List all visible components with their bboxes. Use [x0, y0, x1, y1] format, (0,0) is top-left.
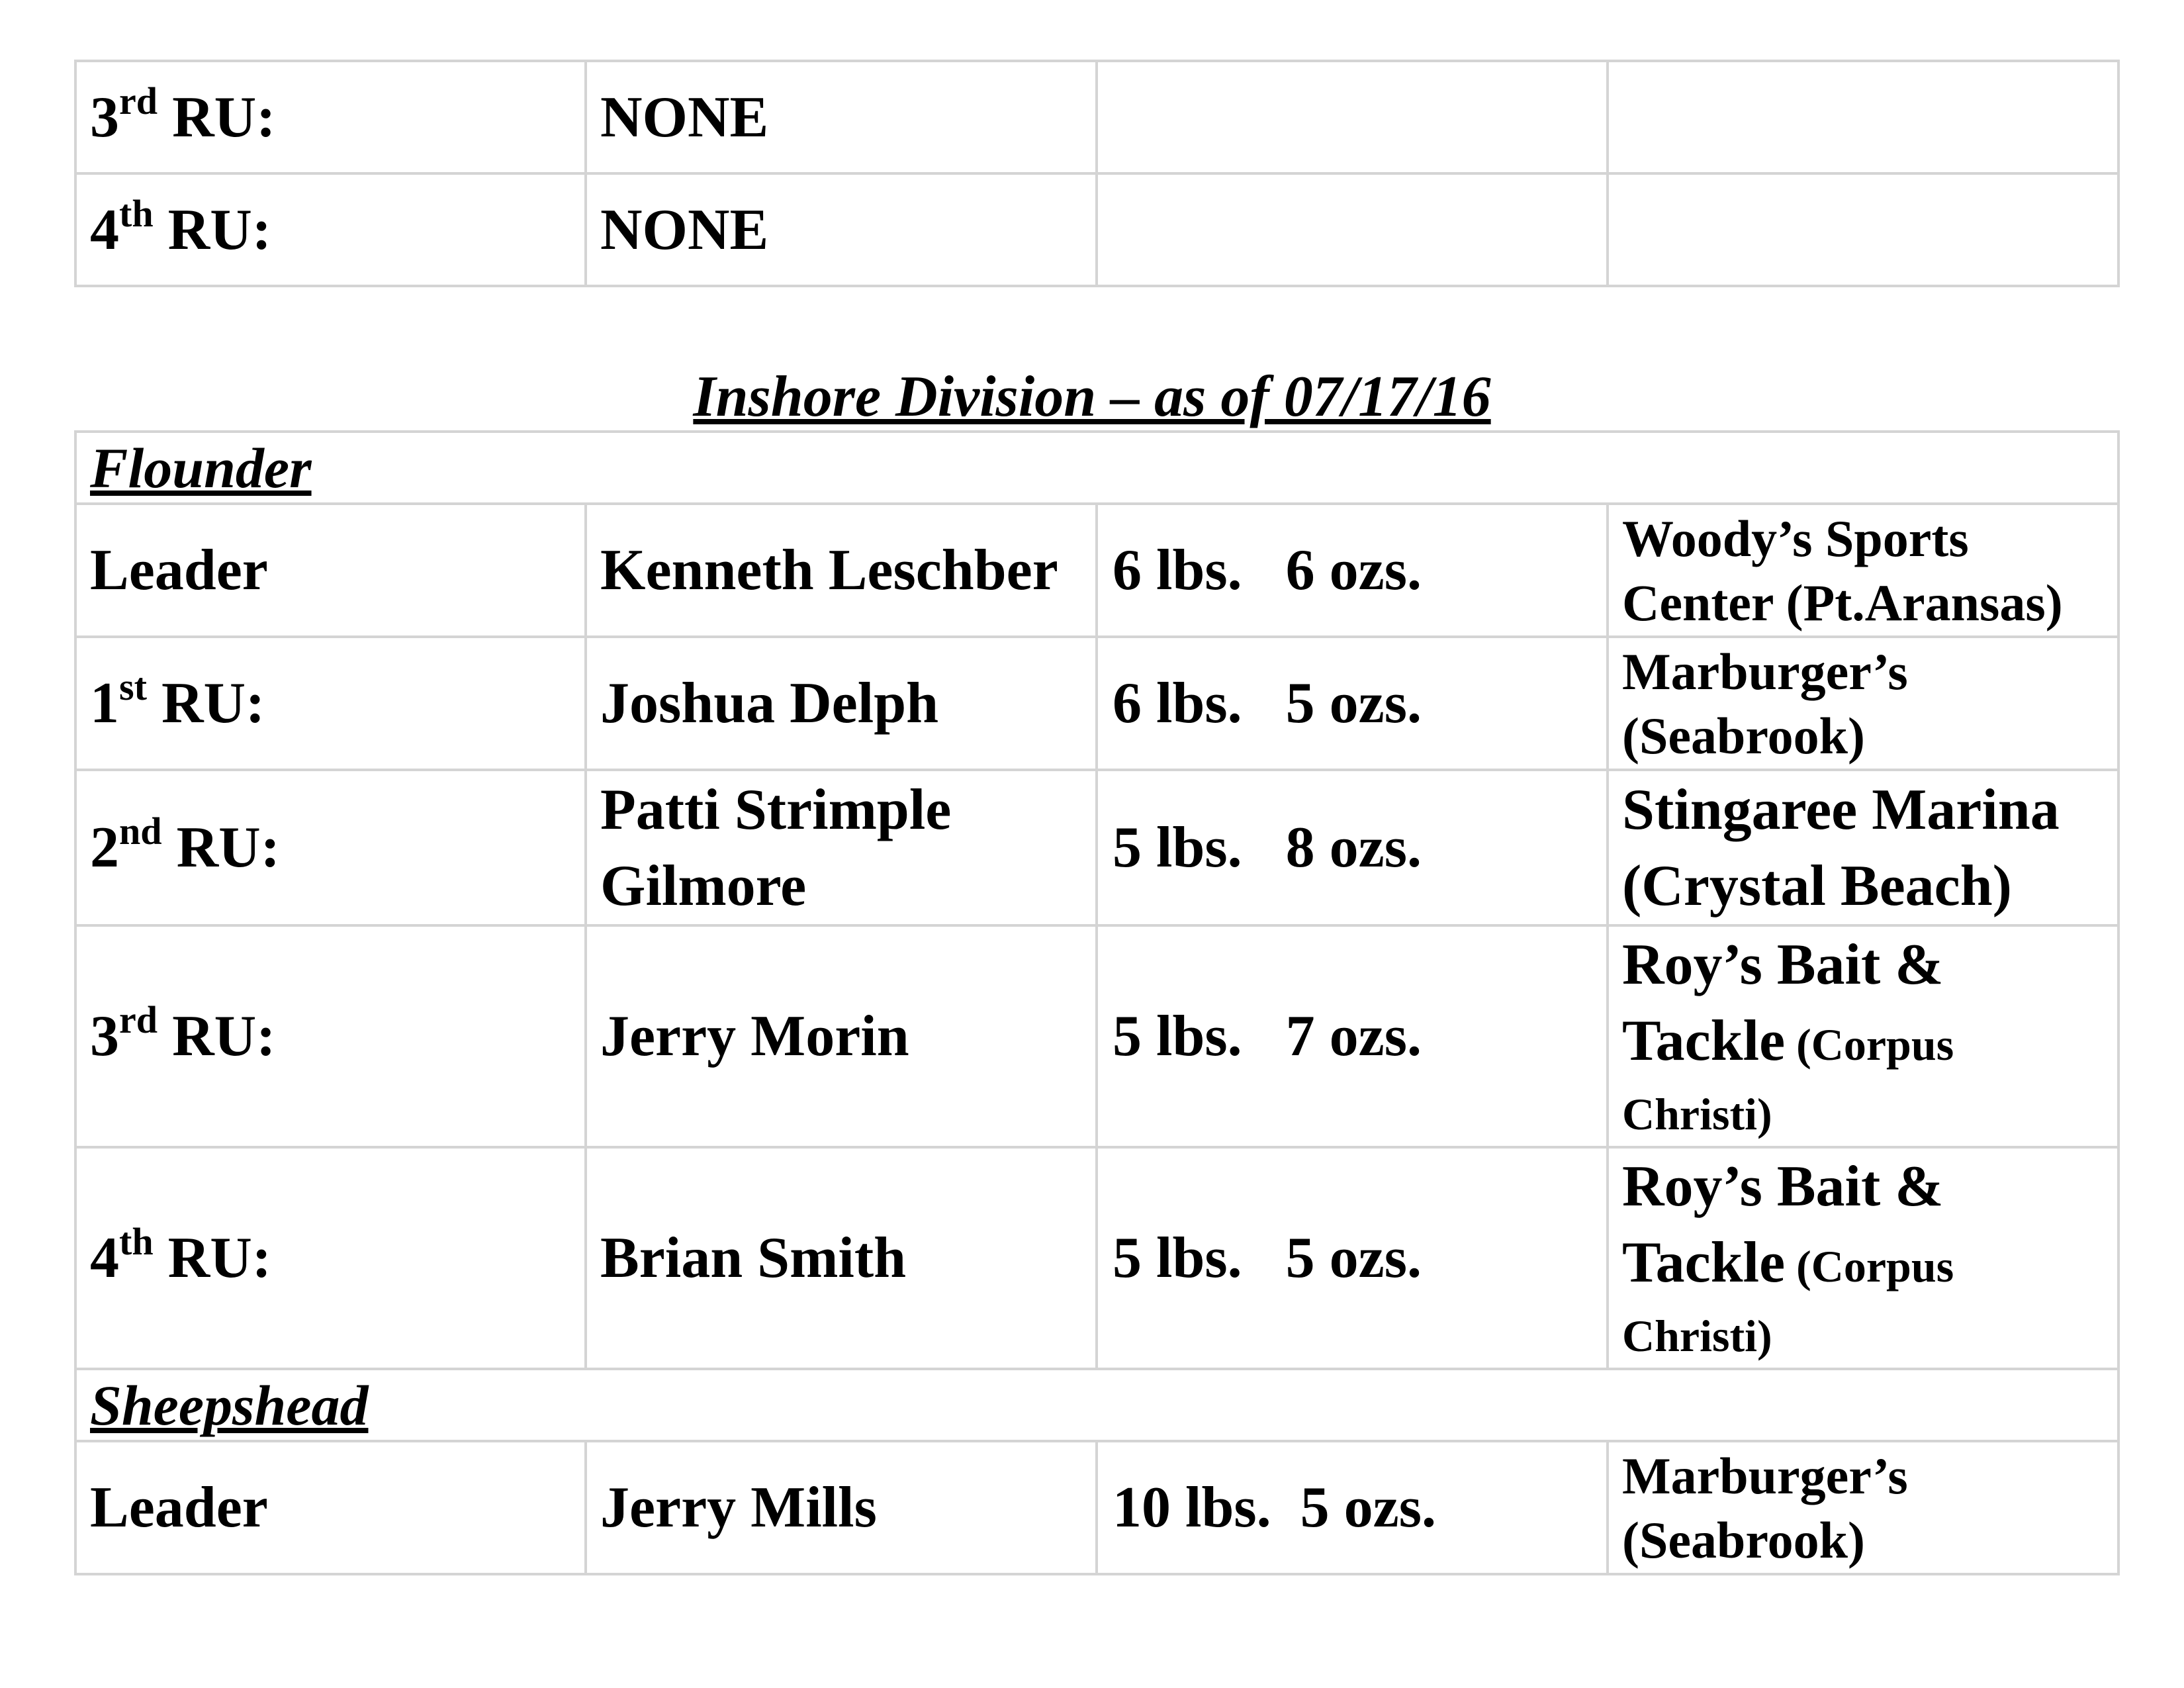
- weight: 5 lbs. 5 ozs.: [1097, 1147, 1608, 1369]
- table-row: [75, 61, 2118, 173]
- rank-label: Leader: [75, 504, 586, 637]
- location-cell: [1608, 61, 2118, 173]
- table-row: [75, 637, 2118, 770]
- angler-name: NONE: [586, 173, 1097, 286]
- weight: 5 lbs. 8 ozs.: [1097, 770, 1608, 925]
- angler-name: Brian Smith: [586, 1147, 1097, 1369]
- angler-name: Jerry Morin: [586, 925, 1097, 1147]
- angler-name: Joshua Delph: [586, 637, 1097, 770]
- table-row: [75, 173, 2118, 286]
- category-sheepshead: Sheepshead: [75, 1369, 2118, 1441]
- category-row: [75, 432, 2118, 504]
- inshore-division-table: [74, 430, 2120, 1575]
- angler-name: Kenneth Leschber: [586, 504, 1097, 637]
- weigh-station: Stingaree Marina (Crystal Beach): [1608, 770, 2118, 925]
- table-row: [75, 1147, 2118, 1369]
- weigh-station: Marburger’s (Seabrook): [1608, 637, 2118, 770]
- weigh-station: Roy’s Bait & Tackle (Corpus Christi): [1608, 925, 2118, 1147]
- rank-label: 4th RU:: [75, 173, 586, 286]
- weigh-station: Woody’s Sports Center (Pt.Aransas): [1608, 504, 2118, 637]
- angler-name: NONE: [586, 61, 1097, 173]
- category-flounder: Flounder: [75, 432, 2118, 504]
- runner-up-table-top: [74, 60, 2120, 287]
- table-row: [75, 770, 2118, 925]
- weight: 6 lbs. 5 ozs.: [1097, 637, 1608, 770]
- category-row: [75, 1369, 2118, 1441]
- table-row: [75, 504, 2118, 637]
- rank-label: 1st RU:: [75, 637, 586, 770]
- weight: 10 lbs. 5 ozs.: [1097, 1441, 1608, 1574]
- weigh-station: Marburger’s (Seabrook): [1608, 1441, 2118, 1574]
- rank-label: 3rd RU:: [75, 61, 586, 173]
- division-title: Inshore Division – as of 07/17/16: [693, 365, 1491, 429]
- table-row: [75, 925, 2118, 1147]
- weight-cell: [1097, 173, 1608, 286]
- weigh-station: Roy’s Bait & Tackle (Corpus Christi): [1608, 1147, 2118, 1369]
- rank-label: Leader: [75, 1441, 586, 1574]
- rank-label: 3rd RU:: [75, 925, 586, 1147]
- rank-label: 2nd RU:: [75, 770, 586, 925]
- table-row: [75, 1441, 2118, 1574]
- rank-label: 4th RU:: [75, 1147, 586, 1369]
- weight: 6 lbs. 6 ozs.: [1097, 504, 1608, 637]
- location-cell: [1608, 173, 2118, 286]
- weight: 5 lbs. 7 ozs.: [1097, 925, 1608, 1147]
- angler-name: Jerry Mills: [586, 1441, 1097, 1574]
- weight-cell: [1097, 61, 1608, 173]
- angler-name: Patti Strimple Gilmore: [586, 770, 1097, 925]
